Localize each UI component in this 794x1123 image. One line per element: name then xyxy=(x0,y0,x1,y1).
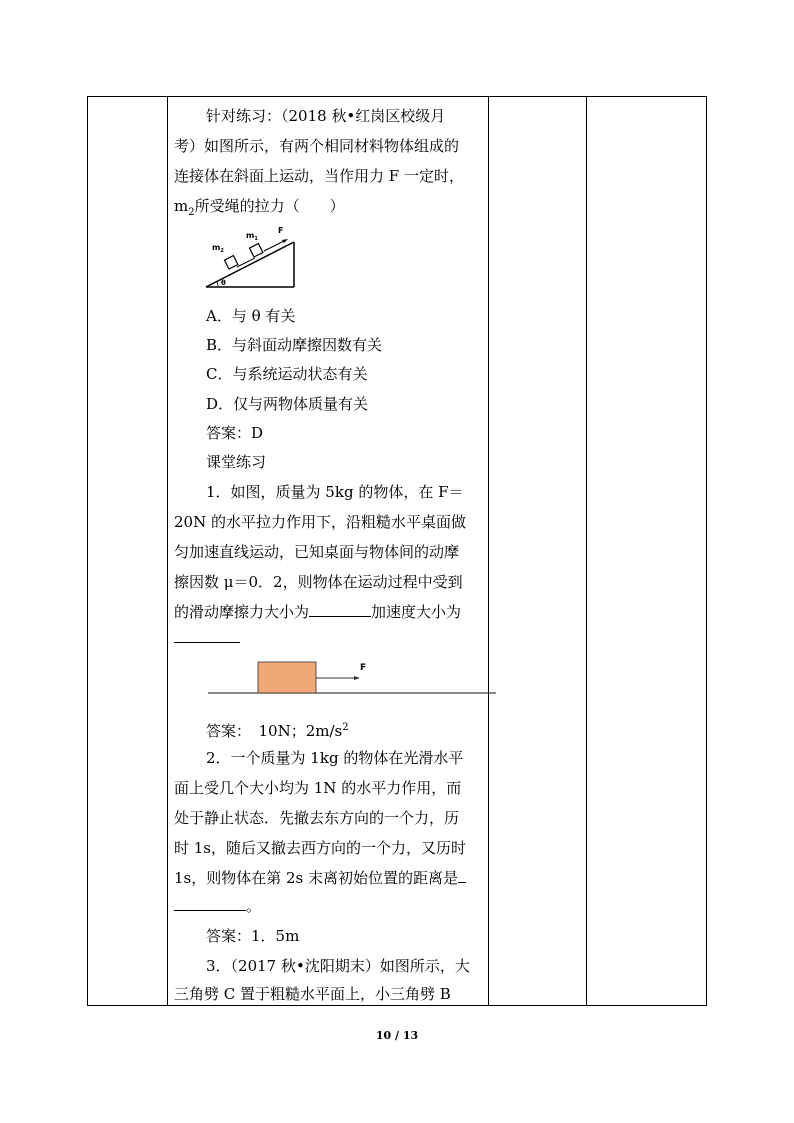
q2-blank-prefix: 1s，则物体在第 2s 末离初始位置的距离是 xyxy=(174,869,459,887)
table-divider-3 xyxy=(586,96,587,1006)
block-m1 xyxy=(249,244,262,257)
mass-subscript: 2 xyxy=(188,207,195,218)
q3-line-2: 三角劈 C 置于粗糙水平面上，小三角劈 B xyxy=(174,985,451,1003)
practice-answer: 答案：D xyxy=(206,424,264,442)
q1-blank-suffix: 加速度大小为 xyxy=(371,603,462,621)
answer-blank-2 xyxy=(174,628,240,643)
practice-line-4 xyxy=(174,196,345,223)
option-b: B．与斜面动摩擦因数有关 xyxy=(206,336,383,354)
option-a: A．与 θ 有关 xyxy=(206,307,296,325)
q2-line-3: 处于静止状态．先撤去东方向的一个力，历 xyxy=(174,809,460,827)
option-c: C．与系统运动状态有关 xyxy=(206,365,368,383)
option-d: D．仅与两物体质量有关 xyxy=(206,395,369,413)
label-m2: $m_2$ xyxy=(212,243,224,254)
answer-blank-4 xyxy=(174,896,246,911)
label-theta: θ xyxy=(221,279,226,287)
answer-blank-3 xyxy=(458,868,466,883)
table-border-right xyxy=(706,96,707,1006)
q1-line-2: 20N 的水平拉力作用下，沿粗糙水平桌面做 xyxy=(174,513,466,531)
label-force: F xyxy=(278,226,284,235)
classroom-heading: 课堂练习 xyxy=(206,453,267,471)
lesson-table xyxy=(87,96,707,1006)
practice-line-3: 连接体在斜面上运动，当作用力 F 一定时， xyxy=(174,167,464,185)
q2-line-1: 2．一个质量为 1kg 的物体在光滑水平 xyxy=(206,749,464,767)
page-number: 10 / 13 xyxy=(375,1029,419,1042)
practice-line-1: 针对练习：（2018 秋•红岗区校级月 xyxy=(206,107,446,125)
practice-line-2: 考）如图所示，有两个相同材料物体组成的 xyxy=(174,137,460,155)
q1-answer-exponent: 2 xyxy=(342,722,349,733)
q1-answer-text: 答案： 10N；2m/s xyxy=(206,722,343,740)
q1-line-6 xyxy=(174,628,240,648)
orange-block xyxy=(258,662,316,693)
force-label: F xyxy=(360,663,367,673)
q2-line-4: 时 1s，随后又撤去西方向的一个力，又历时 xyxy=(174,839,467,857)
q1-blank-prefix: 的滑动摩擦力大小为 xyxy=(174,603,310,621)
q2-period: 。 xyxy=(246,897,262,915)
q3-line-1: 3．（2017 秋•沈阳期末）如图所示，大 xyxy=(206,957,470,975)
mass-symbol: m xyxy=(174,197,189,215)
content-cell xyxy=(168,96,488,1006)
label-m1: $m_1$ xyxy=(246,231,258,242)
q1-line-4: 擦因数 μ＝0．2，则物体在运动过程中受到 xyxy=(174,573,463,591)
q1-line-3: 匀加速直线运动，已知桌面与物体间的动摩 xyxy=(174,543,460,561)
q2-line-6 xyxy=(174,896,261,916)
q1-answer xyxy=(206,718,349,741)
q2-line-2: 面上受几个大小均为 1N 的水平力作用，而 xyxy=(174,779,462,797)
practice-question-end: 所受绳的拉力（ ） xyxy=(194,197,345,215)
q2-line-5 xyxy=(174,868,466,888)
table-divider-2 xyxy=(488,96,489,1006)
block-m2 xyxy=(224,256,237,269)
block-figure xyxy=(208,658,498,702)
q2-answer: 答案：1．5m xyxy=(206,927,300,945)
incline-figure xyxy=(202,224,302,290)
table-border-left xyxy=(87,96,88,1006)
q1-line-1: 1．如图，质量为 5kg 的物体，在 F＝ xyxy=(206,483,464,501)
q1-line-5 xyxy=(174,602,461,622)
answer-blank-1 xyxy=(309,602,371,617)
